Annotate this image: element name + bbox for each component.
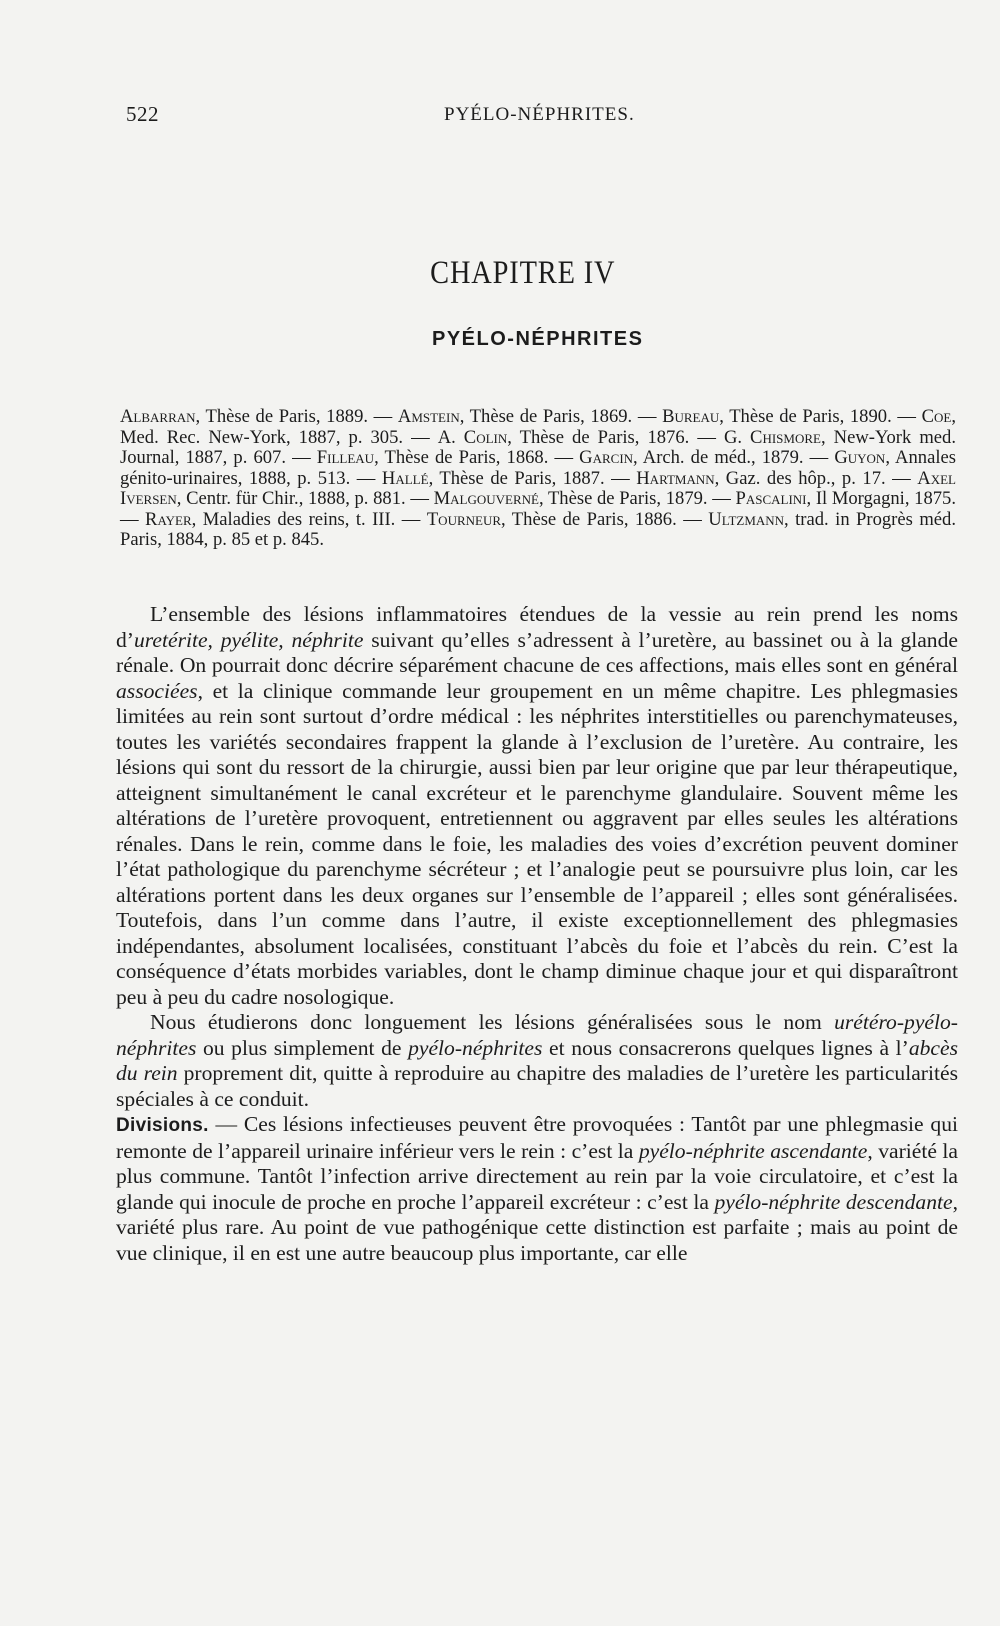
bibliography-reference: , Gaz. des hôp., p. 17.: [714, 467, 886, 489]
bibliography-author: Axel Iversen: [120, 467, 956, 509]
bibliography-author: Hartmann: [636, 467, 715, 489]
bibliography-author: Bureau: [662, 406, 720, 427]
chapter-title: CHAPITRE IV: [430, 255, 616, 291]
bibliography-reference: , Arch. de méd., 1879.: [633, 447, 804, 468]
bibliography-reference: , Thèse de Paris, 1868.: [374, 447, 549, 468]
bibliography-author: Pascalini: [735, 488, 807, 509]
bibliography-entry: [712, 488, 956, 509]
bibliography-reference: , Med. Rec. New-York, 1887, p. 305.: [120, 406, 956, 448]
bibliography-entry: [411, 427, 689, 448]
bibliography: [120, 407, 956, 551]
bibliography-entry: [638, 406, 892, 427]
bibliography-entry: [120, 406, 368, 427]
bibliography-author: Guyon: [834, 447, 886, 468]
bibliography-entry: [374, 406, 633, 427]
bibliography-author: Amstein: [397, 406, 460, 427]
bibliography-reference: , Thèse de Paris, 1876.: [507, 426, 690, 448]
bibliography-author: Hallé: [381, 467, 429, 489]
bibliography-author: Garcin: [579, 447, 634, 468]
bibliography-author: Filleau: [316, 447, 375, 468]
paragraph-study: Nous étudierons donc longuement les lésions généralisées sous le nom urétéro-pyélo-néphrites ou plus simplement de pyélo-néphrites et nous consacrerons quelques lignes à l’abcès du rein proprement dit, quitte à reproduire au chapitre des maladies de l’uretère les particularités spéciales à ce conduit.: [116, 1010, 958, 1111]
bibliography-entry: [554, 447, 803, 468]
bibliography-reference: , trad. in Progrès méd. Paris, 1884, p. 85 et p. 845.: [120, 508, 956, 550]
divisions-heading: Divisions.: [116, 1115, 209, 1136]
bibliography-entry: [292, 447, 548, 468]
bibliography-reference: , New-York med. Journal, 1887, p. 607.: [120, 426, 956, 468]
bibliography-entry: [410, 488, 707, 509]
bibliography-reference: , Thèse de Paris, 1890.: [719, 406, 892, 427]
bibliography-reference: , Thèse de Paris, 1869.: [459, 406, 633, 427]
chapter-subtitle: PYÉLO-NÉPHRITES: [432, 328, 644, 350]
bibliography-entry: [357, 468, 605, 489]
bibliography-entry: [611, 468, 886, 489]
bibliography-reference: , Il Morgagni, 1875.: [806, 488, 956, 509]
bibliography-reference: , Centr. für Chir., 1888, p. 881.: [176, 488, 406, 509]
bibliography-entry: [120, 509, 395, 530]
page-number: 522: [126, 102, 159, 126]
paragraph-divisions: Divisions. — Ces lésions infectieuses peuvent être provoquées : Tantôt par une phlegmasie qui remonte de l’appareil urinaire inférieur vers le rein : c’est la pyélo-néphrite ascendante, variété la plus commune. Tantôt l’infection arrive directement au rein par la voie circulatoire, et c’est la glande qui inocule de proche en proche l’appareil excréteur : c’est la pyélo-néphrite descendante, variété plus rare. Au point de vue pathogénique cette distinction est parfaite ; mais au point de vue clinique, il en est une autre beaucoup plus importante, car elle: [116, 1112, 958, 1265]
bibliography-author: Ultzmann: [708, 508, 785, 530]
bibliography-entry: [402, 509, 677, 530]
bibliography-author: Rayer: [145, 508, 192, 530]
bibliography-author: Tourneur: [426, 508, 502, 530]
bibliography-reference: , Thèse de Paris, 1887.: [428, 467, 605, 489]
bibliography-reference: , Thèse de Paris, 1879.: [538, 488, 708, 509]
body-text: [116, 602, 958, 1266]
bibliography-reference: , Thèse de Paris, 1886.: [501, 508, 677, 530]
paragraph-intro: L’ensemble des lésions inflammatoires étendues de la vessie au rein prend les noms d’uretérite, pyélite, néphrite suivant qu’elles s’adressent à l’uretère, au bassinet ou à la glande rénale. On pourrait donc décrire séparément chacune de ces affections, mais elles sont en général associées, et la clinique commande leur groupement en un même chapitre. Les phlegmasies limitées au rein sont surtout d’ordre médical : les néphrites interstitielles ou parenchymateuses, toutes les variétés secondaires frappent la glande à l’exclusion de l’uretère. Au contraire, les lésions qui sont du ressort de la chirurgie, aussi bien par leur origine que par leur thérapeutique, atteignent simultanément le canal excréteur et le parenchyme glandulaire. Souvent même les altérations de l’uretère provoquent, entretiennent ou aggravent par elles seules les altérations rénales. Dans le rein, comme dans le foie, les maladies des voies d’excrétion peuvent dominer l’état pathologique du parenchyme sécréteur ; et l’analogie peut se poursuivre plus loin, car les altérations portent dans les deux organes sur l’ensemble de l’appareil ; elles sont généralisées. Toutefois, dans l’un comme dans l’autre, il existe exceptionnellement des phlegmasies indépendantes, absolument localisées, constituant l’abcès du foie et l’abcès du rein. C’est la conséquence d’états morbides variables, dont le champ diminue chaque jour et qui disparaîtront peu à peu du cadre nosologique.: [116, 602, 958, 1009]
bibliography-reference: , Thèse de Paris, 1889.: [195, 406, 369, 427]
bibliography-reference: , Annales génito-urinaires, 1888, p. 513.: [120, 447, 956, 489]
running-head: PYÉLO-NÉPHRITES.: [444, 104, 635, 125]
bibliography-author: Coe: [921, 406, 952, 427]
bibliography-author: G. Chismore: [723, 426, 821, 448]
page-header: [126, 102, 686, 132]
bibliography-reference: , Maladies des reins, t. III.: [191, 508, 396, 530]
bibliography-author: Malgouverné: [433, 488, 539, 509]
bibliography-author: A. Colin: [437, 426, 508, 448]
bibliography-author: Albarran: [120, 406, 196, 427]
